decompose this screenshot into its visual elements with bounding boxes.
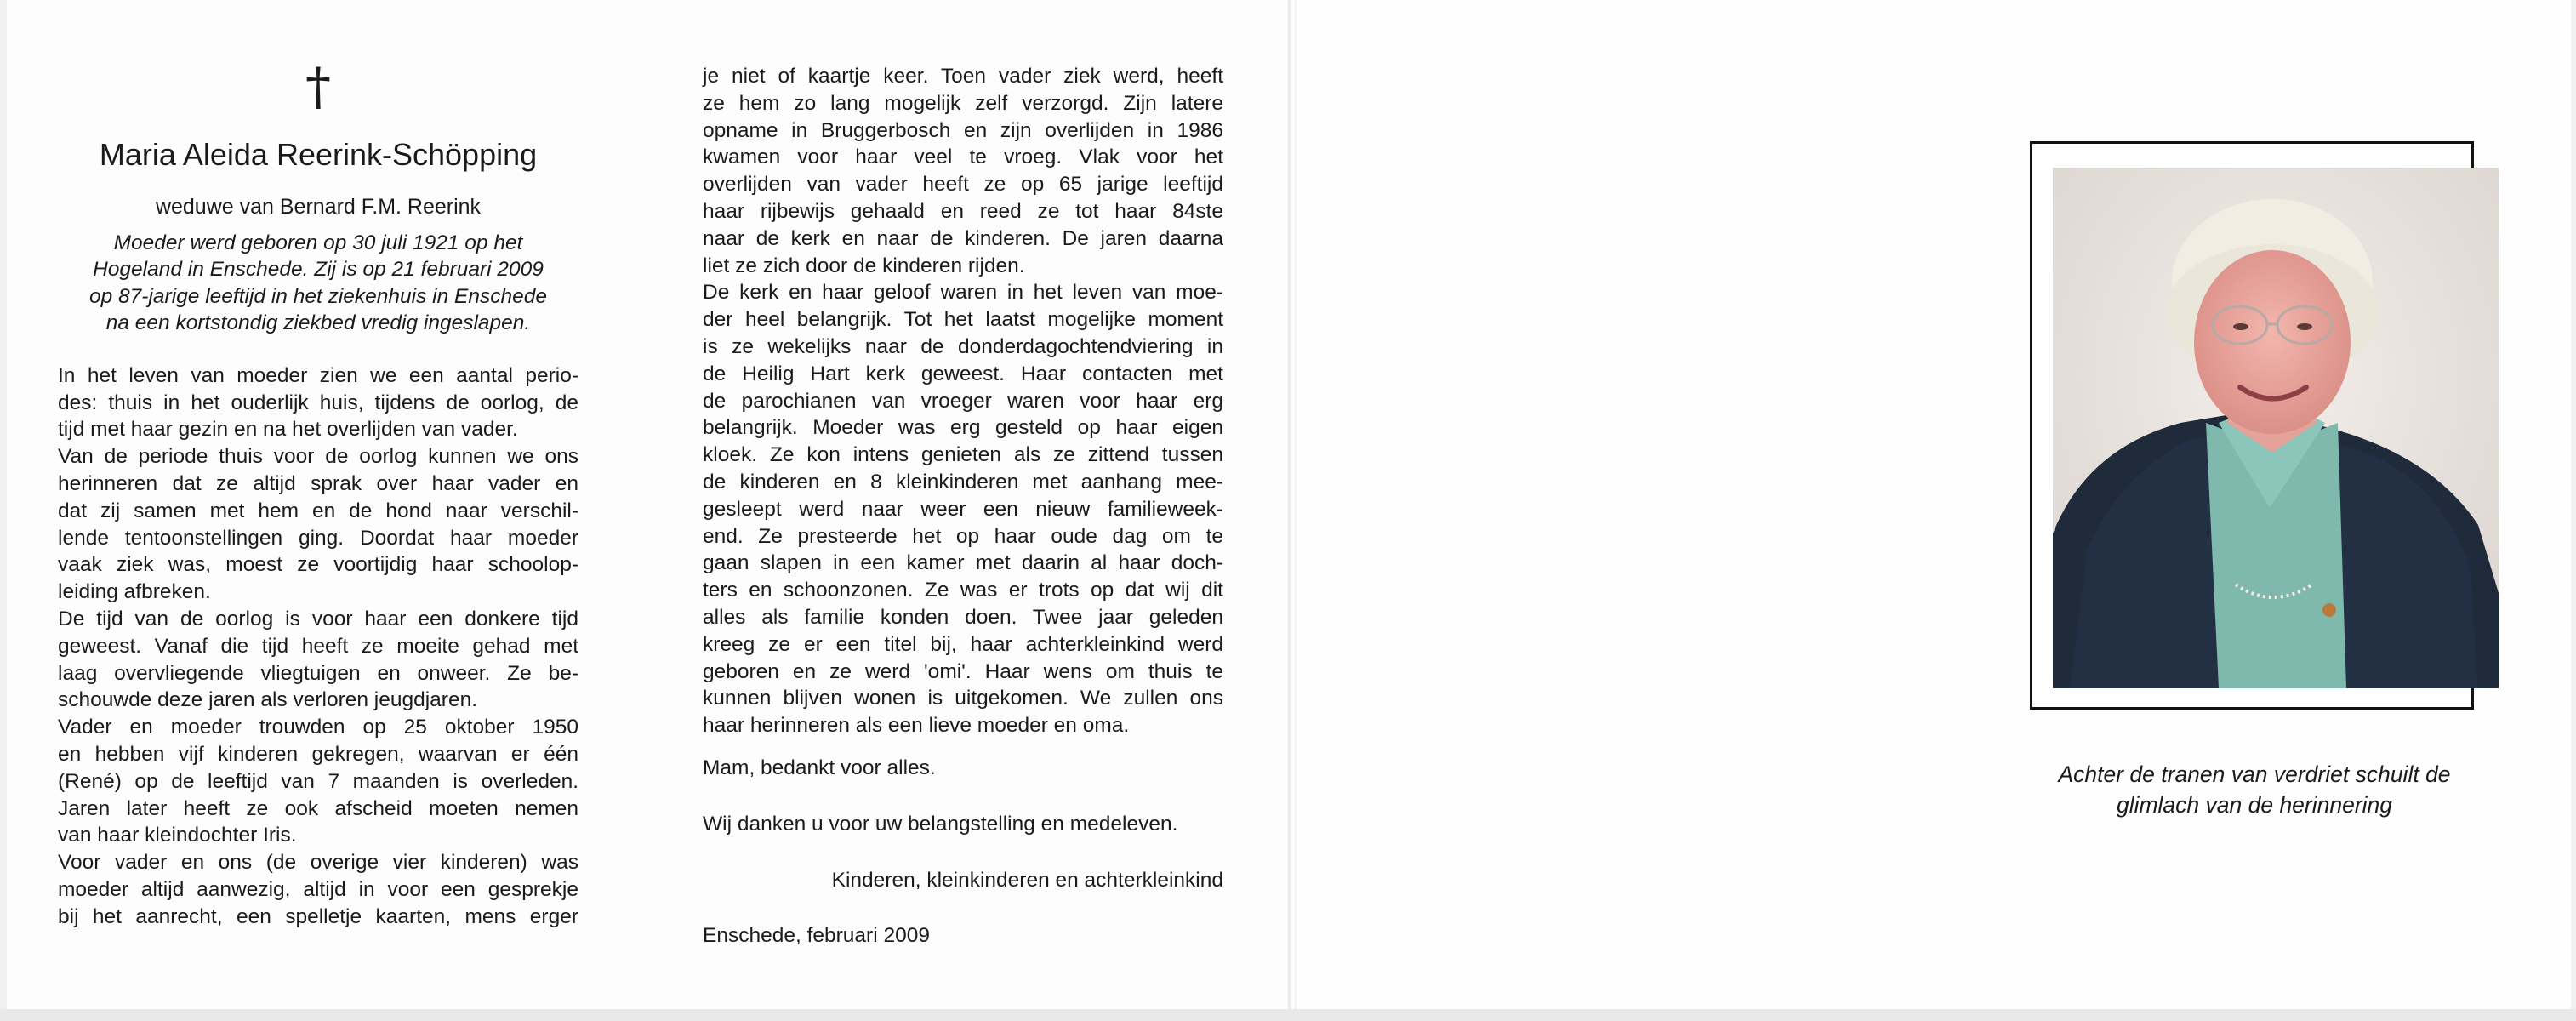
text-line: de kinderen en 8 kleinkinderen met aanhang mee-: [703, 470, 1223, 493]
birth-death-intro: [58, 230, 578, 337]
text-line: je niet of kaartje keer. Toen vader ziek werd, heeft: [703, 65, 1223, 88]
quote-line: glimlach van de herinnering: [2116, 792, 2393, 818]
text-line: en hebben vijf kinderen gekregen, waarvan er één: [58, 742, 578, 766]
text-line: herinneren dat ze altijd sprak over haar vader en: [58, 471, 578, 495]
text-line: leiding afbreken.: [58, 580, 211, 604]
text-line: laag overvliegende vliegtuigen en onweer. Ze be-: [58, 661, 578, 685]
text-line: de Heilig Hart kerk geweest. Haar contacten met: [703, 362, 1223, 385]
text-line: geweest. Vanaf die tijd heeft ze moeite gehad met: [58, 634, 578, 658]
text-line: van haar kleindochter Iris.: [58, 824, 297, 847]
place-date-line: Enschede, februari 2009: [703, 924, 930, 948]
thanks-mother-line: Mam, bedankt voor alles.: [703, 756, 936, 779]
text-line: naar de kerk en naar de kinderen. De jaren daarna: [703, 226, 1223, 250]
card-bottom-edge: [0, 1009, 2576, 1021]
intro-line: op 87-jarige leeftijd in het ziekenhuis in Enschede: [89, 284, 547, 308]
portrait-illustration: [2053, 168, 2499, 688]
text-line: kreeg ze er een titel bij, haar achterkleinkind werd: [703, 632, 1223, 656]
text-line: geboren en ze werd 'omi'. Haar wens om thuis te: [703, 659, 1223, 683]
text-line: alles als familie konden doen. Twee jaar geleden: [703, 605, 1223, 629]
text-line: kunnen blijven wonen is uitgekomen. We zullen ons: [703, 687, 1223, 710]
text-line: Jaren later heeft ze ook afscheid moeten nemen: [58, 796, 578, 820]
life-story-part-2: [703, 63, 1223, 739]
card-fold: [1288, 0, 1297, 1021]
thanks-condolence-line: Wij danken u voor uw belangstelling en medeleven.: [703, 812, 1178, 836]
text-line: opname in Bruggerbosch en zijn overlijden in 1986: [703, 118, 1223, 142]
text-line: In het leven van moeder zien we een aantal perio-: [58, 363, 578, 387]
text-line: tijd met haar gezin en na het overlijden van vader.: [58, 418, 518, 442]
text-line: De tijd van de oorlog is voor haar een donkere tijd: [58, 607, 578, 630]
text-line: schouwde deze jaren als verloren jeugdjaren.: [58, 688, 478, 712]
text-line: gesleept werd naar weer een nieuw familieweek-: [703, 497, 1223, 521]
text-line: haar herinneren als een lieve moeder en oma.: [703, 714, 1130, 738]
text-line: bij het aanrecht, een spelletje kaarten, mens erger: [58, 904, 578, 928]
text-line: ters en schoonzonen. Ze was er trots op dat wij dit: [703, 579, 1223, 602]
intro-line: Hogeland in Enschede. Zij is op 21 februari 2009: [93, 258, 544, 282]
portrait-photo: [2053, 168, 2499, 688]
text-line: (René) op de leeftijd van 7 maanden is overleden.: [58, 769, 578, 793]
intro-line: na een kortstondig ziekbed vredig ingeslapen.: [105, 311, 531, 335]
text-line: is ze wekelijks naar de donderdagochtendviering in: [703, 334, 1223, 358]
text-line: Van de periode thuis voor de oorlog kunnen we ons: [58, 445, 578, 469]
text-line: vaak ziek was, moest ze voortijdig haar schoolop-: [58, 553, 578, 577]
text-line: belangrijk. Moeder was erg gesteld op haar eigen: [703, 416, 1223, 440]
right-text-column: [703, 63, 1223, 950]
text-line: haar rijbewijs gehaald en reed ze tot haar 84ste: [703, 199, 1223, 223]
photo-frame: [2030, 141, 2474, 710]
intro-line: Moeder werd geboren op 30 juli 1921 op het: [113, 231, 523, 254]
left-text-column: [58, 57, 578, 931]
text-line: overlijden van vader heeft ze op 65 jarige leeftijd: [703, 173, 1223, 197]
text-line: moeder altijd aanwezig, altijd in voor een gesprekje: [58, 877, 578, 901]
text-line: De kerk en haar geloof waren in het leven van moe-: [703, 281, 1223, 305]
text-line: liet ze zich door de kinderen rijden.: [703, 254, 1025, 277]
text-line: Vader en moeder trouwden op 25 oktober 1950: [58, 716, 578, 739]
cross-icon: †: [305, 57, 331, 117]
text-line: kwamen voor haar veel te vroeg. Vlak voor het: [703, 145, 1223, 169]
life-story-part-1: [58, 362, 578, 931]
text-line: ze hem zo lang mogelijk zelf verzorgd. Zijn latere: [703, 91, 1223, 115]
text-line: kloek. Ze kon intens genieten als ze zittend tussen: [703, 443, 1223, 467]
text-line: end. Ze presteerde het op haar oude dag om te: [703, 524, 1223, 548]
text-line: gaan slapen in een kamer met daarin al haar doch-: [703, 551, 1223, 575]
text-line: des: thuis in het ouderlijk huis, tijdens de oorlog, de: [58, 391, 578, 414]
widow-of-line: weduwe van Bernard F.M. Reerink: [155, 195, 482, 219]
text-line: Voor vader en ons (de overige vier kinderen) was: [58, 851, 578, 875]
signature-line: Kinderen, kleinkinderen en achterkleinkind: [831, 868, 1223, 892]
text-line: dat zij samen met hem en de hond naar verschil-: [58, 499, 578, 522]
quote-line: Achter de tranen van verdriet schuilt de: [2058, 761, 2451, 787]
deceased-name: Maria Aleida Reerink-Schöpping: [99, 137, 538, 172]
text-line: der heel belangrijk. Tot het laatst mogelijke moment: [703, 308, 1223, 332]
memorial-quote: [2016, 759, 2493, 820]
text-line: lende tentoonstellingen ging. Doordat haar moeder: [58, 526, 578, 550]
text-line: de parochianen van vroeger waren voor haar erg: [703, 389, 1223, 413]
